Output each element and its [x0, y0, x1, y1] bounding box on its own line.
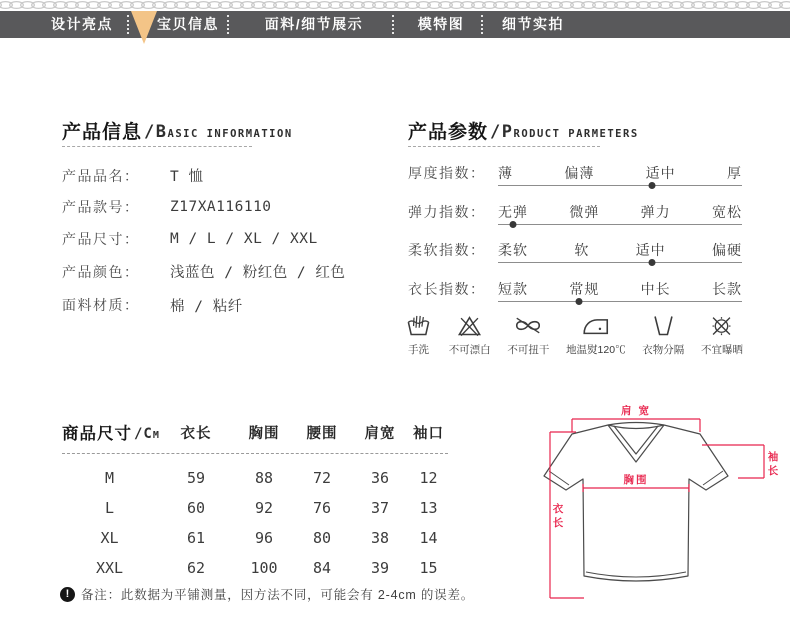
nav-tab-fabric-details[interactable]: 面料/细节展示 — [264, 16, 364, 32]
index-marker-dot — [575, 298, 582, 305]
index-row-garment-length — [408, 276, 742, 315]
index-option: 常规 — [569, 280, 600, 297]
parameter-index-list — [408, 160, 742, 314]
value-cell: 84 — [312, 559, 332, 577]
section-nav-bar — [0, 11, 790, 38]
measurement-note — [60, 585, 474, 603]
nav-tab-detail-shots[interactable]: 细节实拍 — [502, 16, 564, 32]
care-item — [449, 312, 491, 357]
tshirt-measurement-diagram — [532, 400, 788, 610]
info-row-colors — [62, 255, 382, 289]
active-tab-arrow-icon — [131, 11, 157, 44]
value-cell: 36 — [370, 469, 390, 487]
tshirt-outline — [544, 423, 728, 582]
value-cell: 39 — [370, 559, 390, 577]
info-label: 产品款号： — [62, 199, 140, 216]
info-row-sizes — [62, 223, 382, 255]
nav-separator — [392, 15, 394, 34]
value-cell: 15 — [419, 559, 438, 577]
info-value: Z17XA116110 — [170, 199, 272, 216]
info-label: 产品尺寸： — [62, 230, 140, 247]
index-row-thickness — [408, 160, 742, 199]
care-item — [405, 312, 432, 357]
index-scale — [498, 160, 742, 199]
size-table-title: 商品尺寸 /CM — [62, 425, 160, 443]
separate-wash-icon — [650, 312, 677, 339]
care-instructions — [405, 312, 743, 357]
value-cell: 37 — [370, 499, 390, 517]
nav-separator — [227, 15, 229, 34]
nav-tab-item-info[interactable]: 宝贝信息 — [157, 16, 219, 32]
size-table-header — [62, 416, 448, 448]
basic-info-subtitle: /BASIC INFORMATION — [144, 122, 293, 142]
info-row-material — [62, 289, 382, 322]
index-scale-line — [498, 185, 742, 186]
index-label: 衣长指数： — [408, 280, 486, 297]
index-option: 宽松 — [711, 203, 742, 220]
size-cell: M — [104, 469, 115, 487]
divider-dashed — [62, 453, 448, 454]
no-bleach-icon — [456, 312, 483, 339]
care-label: 地温熨120℃ — [566, 344, 626, 356]
table-row — [62, 493, 448, 523]
index-row-elasticity — [408, 199, 742, 238]
index-option: 弹力 — [640, 203, 671, 220]
divider-dashed — [62, 146, 252, 147]
index-scale — [498, 276, 742, 315]
divider-dashed — [408, 146, 600, 147]
index-option: 长款 — [711, 280, 742, 297]
index-option: 中长 — [640, 280, 671, 297]
index-marker-dot — [509, 221, 516, 228]
care-label: 不可扭干 — [507, 344, 550, 356]
label-chest: 胸围 — [623, 474, 649, 486]
info-value: M / L / XL / XXL — [170, 230, 318, 247]
label-sleeve-char1: 袖 — [767, 451, 781, 463]
index-option: 偏硬 — [711, 242, 742, 258]
label-length-char1: 衣 — [552, 503, 566, 515]
column-header-waist: 腰围 — [306, 425, 338, 442]
size-cell: XL — [100, 529, 119, 547]
size-cell: XXL — [95, 559, 124, 577]
value-cell: 38 — [370, 529, 390, 547]
column-header-chest: 胸围 — [248, 425, 280, 442]
parameters-subtitle: /PRODUCT PARMETERS — [490, 122, 639, 142]
value-cell: 61 — [186, 529, 206, 547]
info-row-product-name — [62, 160, 382, 192]
index-row-softness — [408, 237, 742, 276]
index-scale-line — [498, 262, 742, 263]
note-text: 备注：此数据为平铺测量，因方法不同，可能会有 2-4cm 的误差。 — [81, 588, 475, 602]
column-header-cuff: 袖口 — [413, 425, 444, 442]
size-table-body — [62, 463, 448, 583]
parameters-title: 产品参数 — [408, 122, 489, 143]
index-marker-dot — [648, 182, 655, 189]
label-length-char2: 长 — [552, 517, 566, 529]
value-cell: 60 — [186, 499, 206, 517]
index-label: 厚度指数： — [408, 165, 486, 181]
index-scale-line — [498, 224, 742, 225]
info-value: 棉 / 粘纤 — [170, 298, 243, 315]
index-option: 适中 — [635, 242, 666, 258]
value-cell: 59 — [186, 469, 206, 487]
chain-ornament — [0, 0, 790, 10]
value-cell: 14 — [419, 529, 438, 547]
table-row — [62, 523, 448, 553]
care-item — [642, 312, 684, 357]
care-item — [701, 312, 743, 357]
no-sun-icon — [708, 312, 735, 339]
index-option: 无弹 — [498, 203, 528, 220]
parameters-header — [408, 117, 639, 144]
nav-tab-model-photos[interactable]: 模特图 — [417, 16, 465, 32]
size-table-unit: /CM — [134, 426, 160, 442]
care-item — [566, 312, 626, 357]
basic-info-title: 产品信息 — [62, 122, 143, 143]
info-label: 产品品名： — [62, 167, 140, 184]
care-label: 不宜曝晒 — [700, 344, 743, 356]
value-cell: 13 — [419, 499, 438, 517]
index-scale-line — [498, 301, 742, 302]
index-label: 弹力指数： — [408, 203, 486, 220]
exclamation-icon: ! — [60, 587, 75, 602]
label-sleeve-char2: 长 — [767, 465, 781, 477]
index-option: 适中 — [645, 165, 676, 181]
label-shoulder-width: 肩 宽 — [621, 405, 651, 417]
index-option: 偏薄 — [564, 165, 595, 181]
care-item — [507, 312, 549, 357]
info-label: 产品颜色： — [62, 263, 140, 280]
index-option: 薄 — [498, 165, 513, 181]
info-row-style-number — [62, 192, 382, 224]
size-table — [62, 416, 448, 583]
basic-info-list — [62, 160, 382, 322]
column-header-length: 衣长 — [180, 425, 212, 442]
info-value: 浅蓝色 / 粉红色 / 红色 — [170, 265, 346, 281]
value-cell: 96 — [254, 529, 274, 547]
hand-wash-icon — [405, 312, 432, 339]
index-label: 柔软指数： — [408, 242, 486, 258]
care-label: 不可漂白 — [448, 344, 491, 356]
care-label: 衣物分隔 — [642, 344, 685, 356]
index-option: 微弹 — [569, 203, 600, 220]
low-iron-icon — [581, 312, 611, 339]
value-cell: 80 — [312, 529, 332, 547]
basic-info-header — [62, 117, 293, 144]
value-cell: 88 — [254, 469, 274, 487]
column-header-shoulder: 肩宽 — [364, 425, 396, 442]
index-option: 软 — [574, 242, 590, 258]
table-row — [62, 553, 448, 583]
care-label: 手洗 — [408, 344, 429, 356]
value-cell: 100 — [250, 559, 278, 577]
value-cell: 76 — [312, 499, 332, 517]
info-value: T 恤 — [170, 169, 204, 186]
value-cell: 92 — [254, 499, 274, 517]
info-label: 面料材质： — [62, 297, 140, 313]
index-option: 短款 — [498, 280, 528, 297]
table-row — [62, 463, 448, 493]
size-cell: L — [104, 499, 115, 517]
nav-separator — [127, 15, 129, 34]
index-scale — [498, 237, 742, 276]
nav-tab-design-highlights[interactable]: 设计亮点 — [51, 16, 113, 32]
index-option: 柔软 — [498, 242, 528, 258]
nav-separator — [481, 15, 483, 34]
value-cell: 72 — [312, 469, 332, 487]
no-wring-icon — [510, 312, 546, 339]
value-cell: 62 — [186, 559, 206, 577]
value-cell: 12 — [419, 469, 438, 487]
index-scale — [498, 199, 742, 238]
index-option: 厚 — [726, 165, 742, 181]
index-marker-dot — [648, 259, 655, 266]
